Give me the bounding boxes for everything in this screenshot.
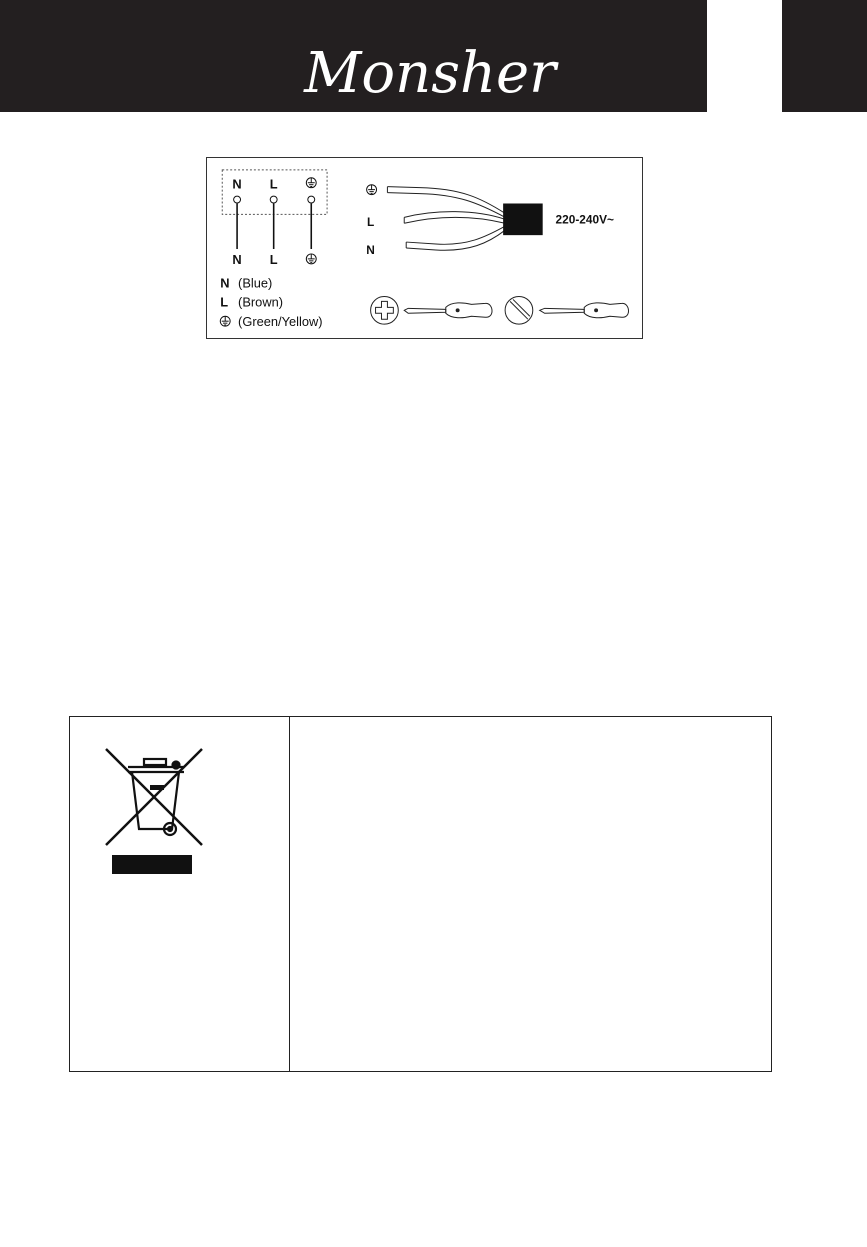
cable-label-n: N: [366, 242, 375, 257]
earth-icon: [220, 316, 230, 326]
terminal-label-l: L: [269, 176, 278, 192]
earth-icon: [306, 178, 316, 188]
wiring-diagram: [206, 157, 643, 339]
legend-text-blue: (Blue): [238, 275, 273, 291]
legend-text-brown: (Brown): [238, 294, 284, 310]
earth-icon: [306, 254, 316, 264]
phillips-screw-icon: [371, 296, 399, 324]
disposal-notice: [69, 716, 772, 1072]
bottom-label-l: L: [269, 251, 278, 267]
brand-logo: [300, 26, 560, 106]
column-divider: [289, 717, 290, 1071]
legend-code-l: L: [220, 294, 229, 310]
terminal-label-n: N: [232, 176, 242, 192]
voltage-label: 220-240V~: [555, 212, 614, 227]
phillips-screwdriver-icon: [404, 303, 492, 318]
legend-text-green-yellow: (Green/Yellow): [238, 314, 323, 330]
bottom-label-n: N: [232, 251, 242, 267]
crossed-bin-icon: [104, 747, 204, 879]
cable-label-l: L: [366, 215, 375, 230]
cable-sheath: [503, 203, 543, 235]
legend-code-n: N: [220, 275, 230, 291]
flat-screwdriver-icon: [540, 303, 629, 318]
cable-wires: [387, 187, 505, 251]
terminal-posts: [234, 196, 315, 249]
earth-icon: [367, 185, 377, 195]
slotted-screw-icon: [505, 296, 533, 324]
brand-name: Monsher: [304, 41, 556, 106]
side-tab: [782, 0, 867, 112]
